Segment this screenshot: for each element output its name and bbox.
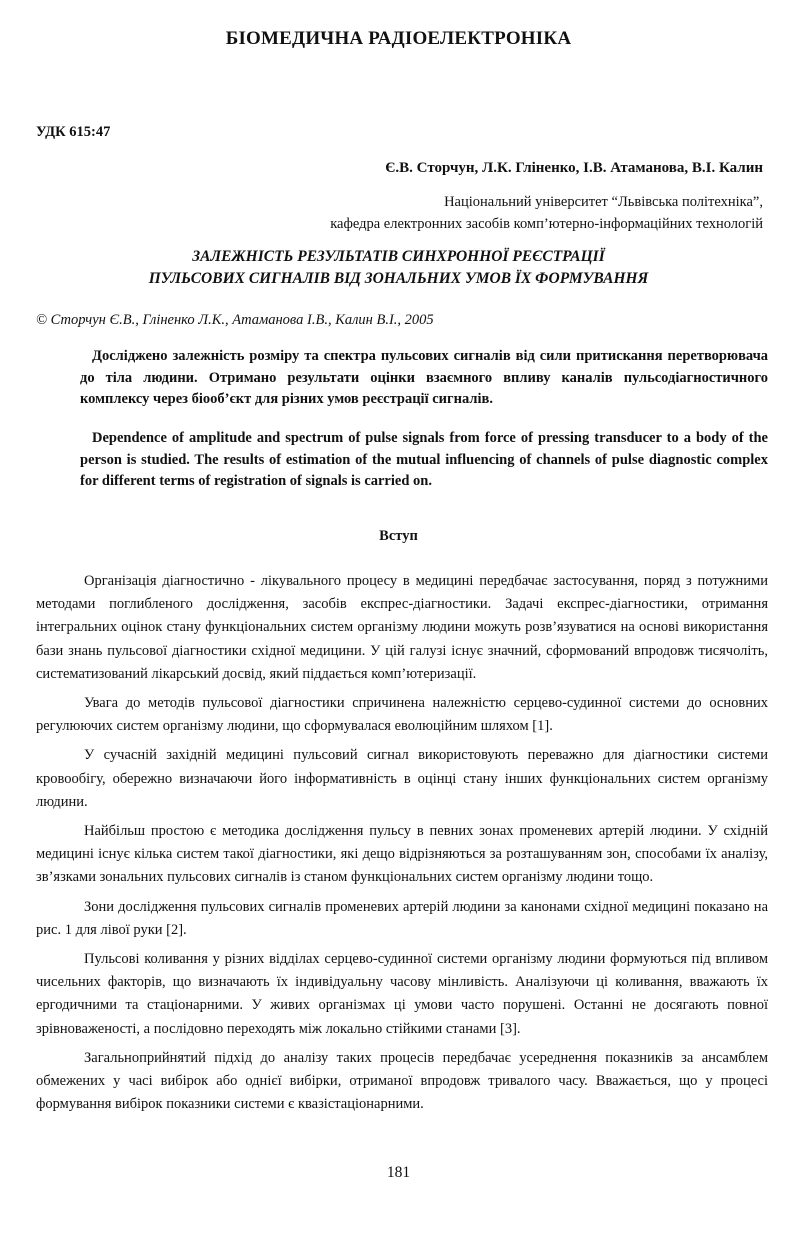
body-paragraph: Пульсові коливання у різних відділах серцево-судинної системи організму людини формуються під впливом чисельних факторів, що визначають їх індивідуальну часову мінливість. Аналізуючи ці коливання, вважають їх ергодичними та стаціонарними. У живих організмах ці умови часто порушені. Останні не досягають повної зрівноваженості, а послідовно переходять між локально стійкими станами [3]. (36, 951, 768, 1037)
body-paragraph: Загальноприйнятий підхід до аналізу таких процесів передбачає усереднення показників за ансамблем обмежених у часі вибірок або однієї вибірки, отриманої впродовж тривалого часу. Вважається, що у процесі формування вибірок показники системи є квазістаціонарними. (36, 1049, 768, 1113)
affiliation (330, 191, 763, 235)
affiliation-department: кафедра електронних засобів комп’ютерно-інформаційних технологій (330, 216, 763, 232)
body-paragraph: Організація діагностично - лікувального процесу в медицині передбачає застосування, поряд з потужними методами поглибленого дослідження, засобів експрес-діагностики. Задачі експрес-діагностики, отримання інтегральних оцінок стану функціональних систем організму людини можуть розв’язуватися на основі використання бази знань пульсової діагностики східної медицини. У цій галузі існує значний, сформований впродовж тисячоліть, систематизований лікарський досвід, який піддається комп’ютеризації. (36, 573, 768, 682)
copyright-line: © Сторчун Є.В., Гліненко Л.К., Атаманова І.В., Калин В.І., 2005 (36, 312, 434, 328)
article-title-line-1: ЗАЛЕЖНІСТЬ РЕЗУЛЬТАТІВ СИНХРОННОЇ РЕЄСТРАЦІЇ (192, 248, 605, 265)
body-paragraph: Найбільш простою є методика дослідження пульсу в певних зонах променевих артерій людини. У східній медицині існує кілька систем такої діагностики, які дещо відрізняються за розташуванням зон, способами їх аналізу, зв’язками зональних пульсових сигналів із станом функціональних систем організму людини тощо. (36, 823, 768, 886)
authors-line: Є.В. Сторчун, Л.К. Гліненко, І.В. Атаманова, В.І. Калин (385, 160, 763, 176)
journal-section-header: БІОМЕДИЧНА РАДІОЕЛЕКТРОНІКА (225, 28, 572, 49)
intro-heading: Вступ (379, 528, 418, 544)
article-title (0, 246, 797, 290)
body-paragraph: Увага до методів пульсової діагностики спричинена належністю серцево-судинної системи до основних регулюючих систем організму людини, що сформувалася еволюційним шляхом [1]. (36, 695, 768, 735)
body-paragraph: Зони дослідження пульсових сигналів променевих артерій людини за канонами східної медицині показано на рис. 1 для лівої руки [2]. (36, 898, 768, 938)
abstract-english: Dependence of amplitude and spectrum of pulse signals from force of pressing transducer to a body of the person is studied. The results of estimation of the mutual influencing of channels of pulse diagnostic complex for different terms of registration of signals is carried on. (80, 430, 768, 489)
body-text (36, 570, 768, 1122)
affiliation-university: Національний університет “Львівська політехніка”, (444, 194, 763, 210)
abstract-ukrainian: Досліджено залежність розміру та спектра пульсових сигналів від сили притискання перетворювача до тіла людини. Отримано результати оцінки взаємного впливу каналів пульсодіагностичного комплексу через біооб’єкт для різних умов реєстрації сигналів. (80, 348, 768, 407)
page-number: 181 (386, 1164, 411, 1181)
article-title-line-2: ПУЛЬСОВИХ СИГНАЛІВ ВІД ЗОНАЛЬНИХ УМОВ ЇХ ФОРМУВАННЯ (148, 270, 649, 287)
body-paragraph: У сучасній західній медицині пульсовий сигнал використовують переважно для діагностики системи кровообігу, обережно визначаючи його інформативність в оцінці стану інших функціональних систем організму людини. (36, 747, 768, 810)
udk-code: УДК 615:47 (36, 124, 111, 140)
